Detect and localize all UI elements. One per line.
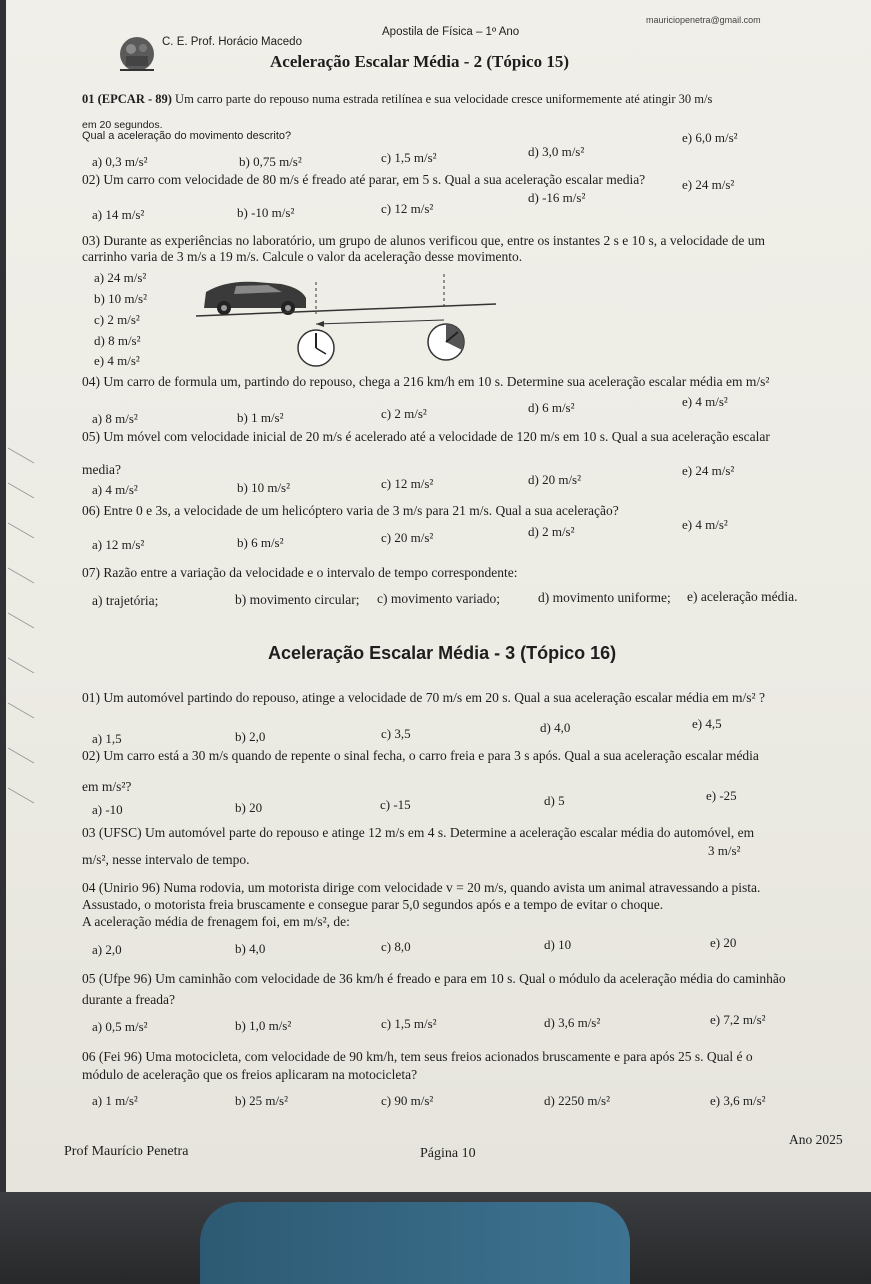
margin-mark xyxy=(8,748,34,764)
s2-q06-line1: 06 (Fei 96) Uma motocicleta, com velocidade de 90 km/h, tem seus freios acionados bruscamente e para após 25 s. Qual é o xyxy=(82,1049,753,1064)
s1-q03-option-e: e) 4 m/s² xyxy=(94,353,140,368)
s1-q01-option-b: b) 0,75 m/s² xyxy=(239,154,302,169)
footer-page-number: Página 10 xyxy=(420,1146,476,1161)
s1-q05-line2: media? xyxy=(82,462,121,477)
s1-q03-option-d: d) 8 m/s² xyxy=(94,333,141,348)
s1-q07-text: 07) Razão entre a variação da velocidade e o intervalo de tempo correspondente: xyxy=(82,565,518,580)
s1-q04-option-e: e) 4 m/s² xyxy=(682,394,728,409)
margin-mark xyxy=(8,483,34,499)
margin-mark xyxy=(8,448,34,464)
s1-q01-option-a: a) 0,3 m/s² xyxy=(92,154,148,169)
author-email: mauriciopenetra@gmail.com xyxy=(646,15,761,25)
s1-q07-option-a: a) trajetória; xyxy=(92,593,159,608)
s1-q06-option-d: d) 2 m/s² xyxy=(528,524,575,539)
s1-q07-option-c: c) movimento variado; xyxy=(377,591,500,606)
s1-q02-option-e: e) 24 m/s² xyxy=(682,177,735,192)
s1-q04-option-b: b) 1 m/s² xyxy=(237,410,284,425)
s2-q06-option-c: c) 90 m/s² xyxy=(381,1093,434,1108)
s1-q06-option-c: c) 20 m/s² xyxy=(381,530,434,545)
s1-q02-option-d: d) -16 m/s² xyxy=(528,190,586,205)
s1-q01-line2: em 20 segundos. xyxy=(82,119,163,131)
s1-q01-source: 01 (EPCAR - 89) xyxy=(82,92,172,106)
s1-q01-text xyxy=(82,91,712,107)
s1-q05-option-b: b) 10 m/s² xyxy=(237,480,291,495)
footer-year: Ano 2025 xyxy=(789,1132,843,1147)
s1-q01-line3: Qual a aceleração do movimento descrito? xyxy=(82,130,292,142)
s1-q06-option-a: a) 12 m/s² xyxy=(92,537,145,552)
margin-mark xyxy=(8,523,34,539)
s2-q05-line2: durante a freada? xyxy=(82,992,175,1007)
margin-mark xyxy=(8,613,34,629)
s2-q06-option-b: b) 25 m/s² xyxy=(235,1093,289,1108)
s1-q03-option-a: a) 24 m/s² xyxy=(94,270,147,285)
s2-q05-option-d: d) 3,6 m/s² xyxy=(544,1015,601,1030)
s1-q07-option-d: d) movimento uniforme; xyxy=(538,590,671,605)
s2-q03-line1: 03 (UFSC) Um automóvel parte do repouso e atinge 12 m/s em 4 s. Determine a aceleração escalar média do automóvel, em xyxy=(82,825,755,840)
s1-q07-option-b: b) movimento circular; xyxy=(235,592,360,607)
s2-q02-option-a: a) -10 xyxy=(92,802,123,817)
s1-q01-option-d: d) 3,0 m/s² xyxy=(528,144,585,159)
s1-q06-option-e: e) 4 m/s² xyxy=(682,517,728,532)
s1-q04-option-a: a) 8 m/s² xyxy=(92,411,138,426)
s1-q05-option-c: c) 12 m/s² xyxy=(381,476,434,491)
school-name: C. E. Prof. Horácio Macedo xyxy=(162,36,302,48)
s2-q02-line1: 02) Um carro está a 30 m/s quando de repente o sinal fecha, o carro freia e para 3 s após. Qual a sua aceleração escalar média xyxy=(82,748,759,763)
s2-q05-line1: 05 (Ufpe 96) Um caminhão com velocidade de 36 km/h é freado e para em 10 s. Qual o módulo da aceleração média do caminhão xyxy=(82,971,786,986)
margin-mark xyxy=(8,788,34,804)
s2-q05-option-e: e) 7,2 m/s² xyxy=(710,1012,766,1027)
s2-q03-line2: m/s², nesse intervalo de tempo. xyxy=(82,852,250,867)
s1-q03-line2: carrinho varia de 3 m/s a 19 m/s. Calcule o valor da aceleração desse movimento. xyxy=(82,249,523,264)
s1-q06-text: 06) Entre 0 e 3s, a velocidade de um helicóptero varia de 3 m/s para 21 m/s. Qual a sua aceleração? xyxy=(82,503,619,518)
s1-q06-option-b: b) 6 m/s² xyxy=(237,535,284,550)
s1-q01-option-c: c) 1,5 m/s² xyxy=(381,150,437,165)
apostila-label: Apostila de Física – 1º Ano xyxy=(382,26,520,38)
section2-title: Aceleração Escalar Média - 3 (Tópico 16) xyxy=(268,643,617,663)
s2-q04-option-e: e) 20 xyxy=(710,935,737,950)
s1-q02-text: 02) Um carro com velocidade de 80 m/s é freado até parar, em 5 s. Qual a sua aceleração escalar media? xyxy=(82,172,646,187)
car-clocks-illustration xyxy=(196,270,516,380)
s2-q01-option-a: a) 1,5 xyxy=(92,731,122,746)
s1-q02-option-b: b) -10 m/s² xyxy=(237,205,295,220)
s2-q02-line2: em m/s²? xyxy=(82,779,132,794)
s2-q04-option-c: c) 8,0 xyxy=(381,939,411,954)
s2-q01-option-e: e) 4,5 xyxy=(692,716,722,731)
s2-q05-option-c: c) 1,5 m/s² xyxy=(381,1016,437,1031)
s2-q06-option-d: d) 2250 m/s² xyxy=(544,1093,611,1108)
s2-q04-line2: Assustado, o motorista freia bruscamente e consegue parar 5,0 segundos após e a tempo de evitar o choque. xyxy=(82,897,664,912)
s1-q03-option-b: b) 10 m/s² xyxy=(94,291,148,306)
s1-q05-option-a: a) 4 m/s² xyxy=(92,482,138,497)
s2-q06-option-e: e) 3,6 m/s² xyxy=(710,1093,766,1108)
s2-q05-option-a: a) 0,5 m/s² xyxy=(92,1019,148,1034)
s2-q01-option-c: c) 3,5 xyxy=(381,726,411,741)
margin-mark xyxy=(8,658,34,674)
s2-q04-option-d: d) 10 xyxy=(544,937,572,952)
s1-q04-option-d: d) 6 m/s² xyxy=(528,400,575,415)
s2-q02-option-b: b) 20 xyxy=(235,800,263,815)
worksheet-page xyxy=(6,0,871,1192)
s1-q01-option-e: e) 6,0 m/s² xyxy=(682,130,738,145)
s1-q03-option-c: c) 2 m/s² xyxy=(94,312,140,327)
s1-q04-text: 04) Um carro de formula um, partindo do repouso, chega a 216 km/h em 10 s. Determine sua aceleração escalar média em m/s² xyxy=(82,374,770,389)
s2-q02-option-d: d) 5 xyxy=(544,793,565,808)
s1-q04-option-c: c) 2 m/s² xyxy=(381,406,427,421)
s2-q01-text: 01) Um automóvel partindo do repouso, atinge a velocidade de 70 m/s em 20 s. Qual a sua aceleração escalar média em m/s² ? xyxy=(82,690,765,705)
margin-mark xyxy=(8,703,34,719)
footer-author: Prof Maurício Penetra xyxy=(64,1144,189,1159)
margin-mark xyxy=(8,568,34,584)
s2-q04-line1: 04 (Unirio 96) Numa rodovia, um motorista dirige com velocidade v = 20 m/s, quando avista um animal atravessando a pista. xyxy=(82,880,761,895)
s2-q04-option-a: a) 2,0 xyxy=(92,942,122,957)
s2-q06-option-a: a) 1 m/s² xyxy=(92,1093,138,1108)
s1-q03-line1: 03) Durante as experiências no laboratório, um grupo de alunos verificou que, entre os instantes 2 s e 10 s, a velocidade de um xyxy=(82,233,766,248)
s1-q05-line1: 05) Um móvel com velocidade inicial de 20 m/s é acelerado até a velocidade de 120 m/s em 10 s. Qual a sua aceleração escalar xyxy=(82,429,770,444)
s2-q02-option-e: e) -25 xyxy=(706,788,737,803)
s2-q04-line3: A aceleração média de frenagem foi, em m/s², de: xyxy=(82,914,350,929)
section1-title: Aceleração Escalar Média - 2 (Tópico 15) xyxy=(270,52,570,71)
s1-q07-option-e: e) aceleração média. xyxy=(687,589,798,604)
background-object xyxy=(200,1202,630,1284)
s2-q05-option-b: b) 1,0 m/s² xyxy=(235,1018,292,1033)
s1-q02-option-c: c) 12 m/s² xyxy=(381,201,434,216)
s2-q01-option-b: b) 2,0 xyxy=(235,729,266,744)
s1-q02-option-a: a) 14 m/s² xyxy=(92,207,145,222)
s2-q03-answer: 3 m/s² xyxy=(708,843,741,858)
photo-background xyxy=(0,1192,871,1284)
s2-q06-line2: módulo de aceleração que os freios aplicaram na motocicleta? xyxy=(82,1067,418,1082)
s2-q04-option-b: b) 4,0 xyxy=(235,941,266,956)
school-emblem-icon xyxy=(116,34,158,74)
s1-q05-option-d: d) 20 m/s² xyxy=(528,472,582,487)
s1-q05-option-e: e) 24 m/s² xyxy=(682,463,735,478)
s2-q02-option-c: c) -15 xyxy=(380,797,411,812)
s2-q01-option-d: d) 4,0 xyxy=(540,720,571,735)
s1-q01-body: Um carro parte do repouso numa estrada retilínea e sua velocidade cresce uniformemente até atingir 30 m/s xyxy=(171,92,713,106)
